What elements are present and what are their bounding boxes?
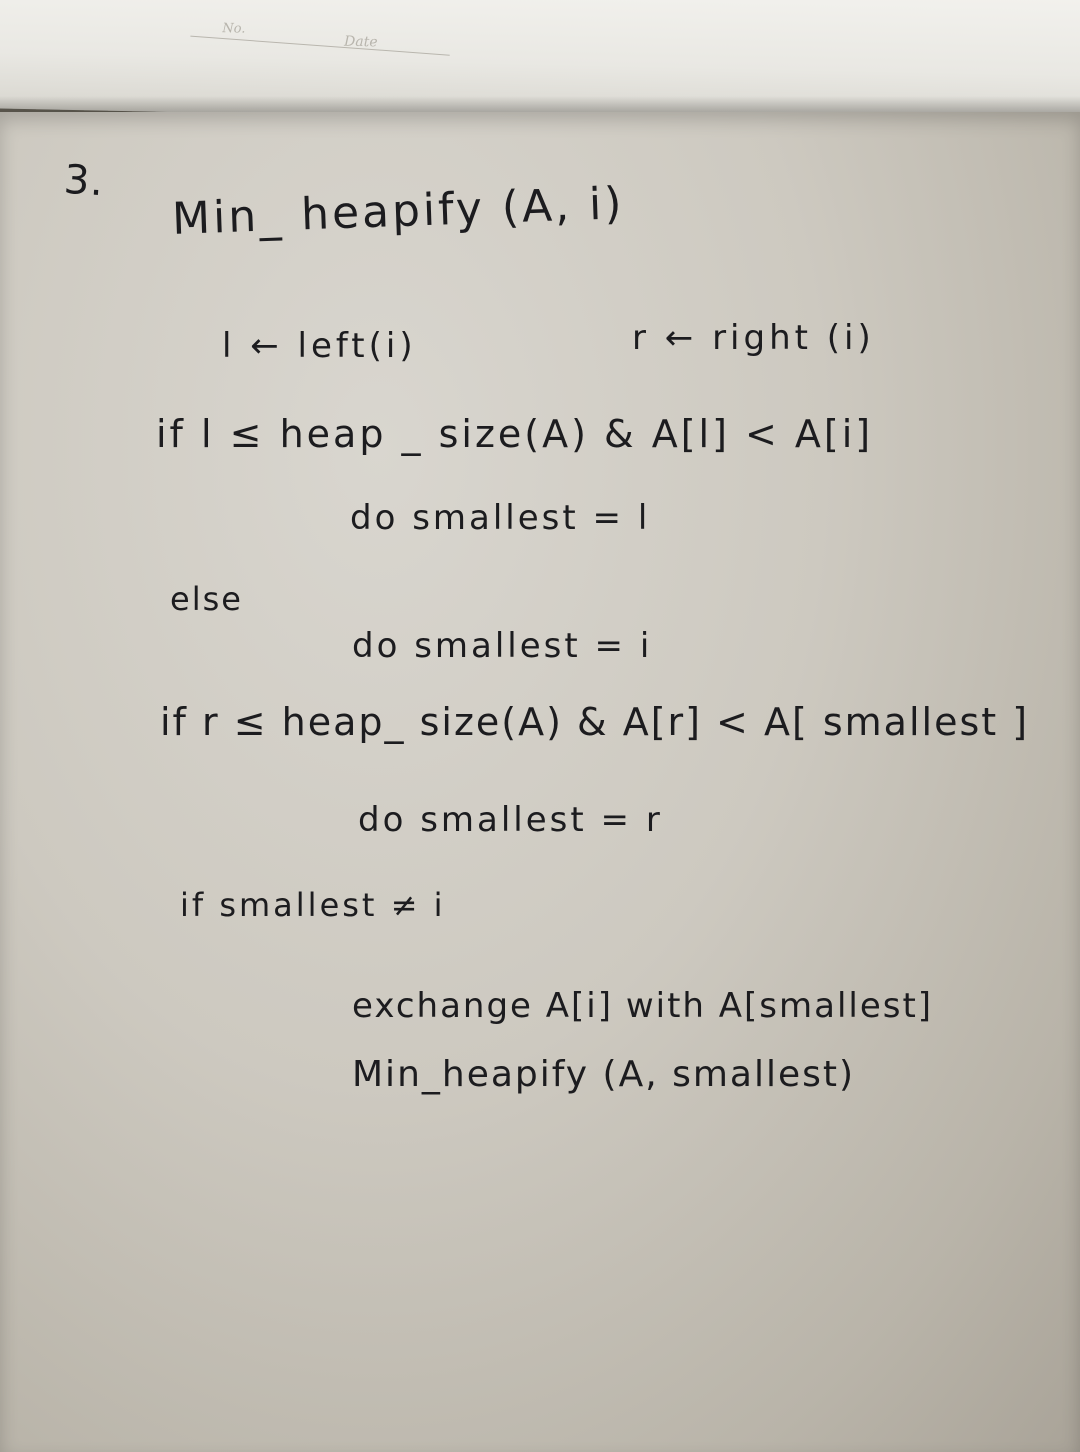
if-left-condition: if l ≤ heap _ size(A) & A[l] < A[i] [156,412,874,456]
if-smallest-not-i: if smallest ≠ i [180,886,446,924]
notebook-no-label: No. [222,21,246,37]
algorithm-title: Min_ heapify (A, i) [171,178,626,245]
if-right-condition: if r ≤ heap_ size(A) & A[r] < A[ smallest ] [160,700,1030,744]
do-smallest-right: do smallest = r [358,800,663,840]
recursive-call: Min_heapify (A, smallest) [352,1054,856,1095]
notebook-date-label: Date [343,33,378,51]
do-smallest-i: do smallest = i [352,626,653,666]
else-keyword: else [170,580,243,618]
exchange-statement: exchange A[i] with A[smallest] [352,986,934,1026]
notebook-date-rule [190,33,449,56]
left-child-assignment: l ← left(i) [222,326,417,366]
paper-sheet [0,112,1080,1452]
do-smallest-left: do smallest = l [350,498,651,538]
right-child-assignment: r ← right (i) [632,318,875,358]
item-number: 3. [62,156,106,206]
